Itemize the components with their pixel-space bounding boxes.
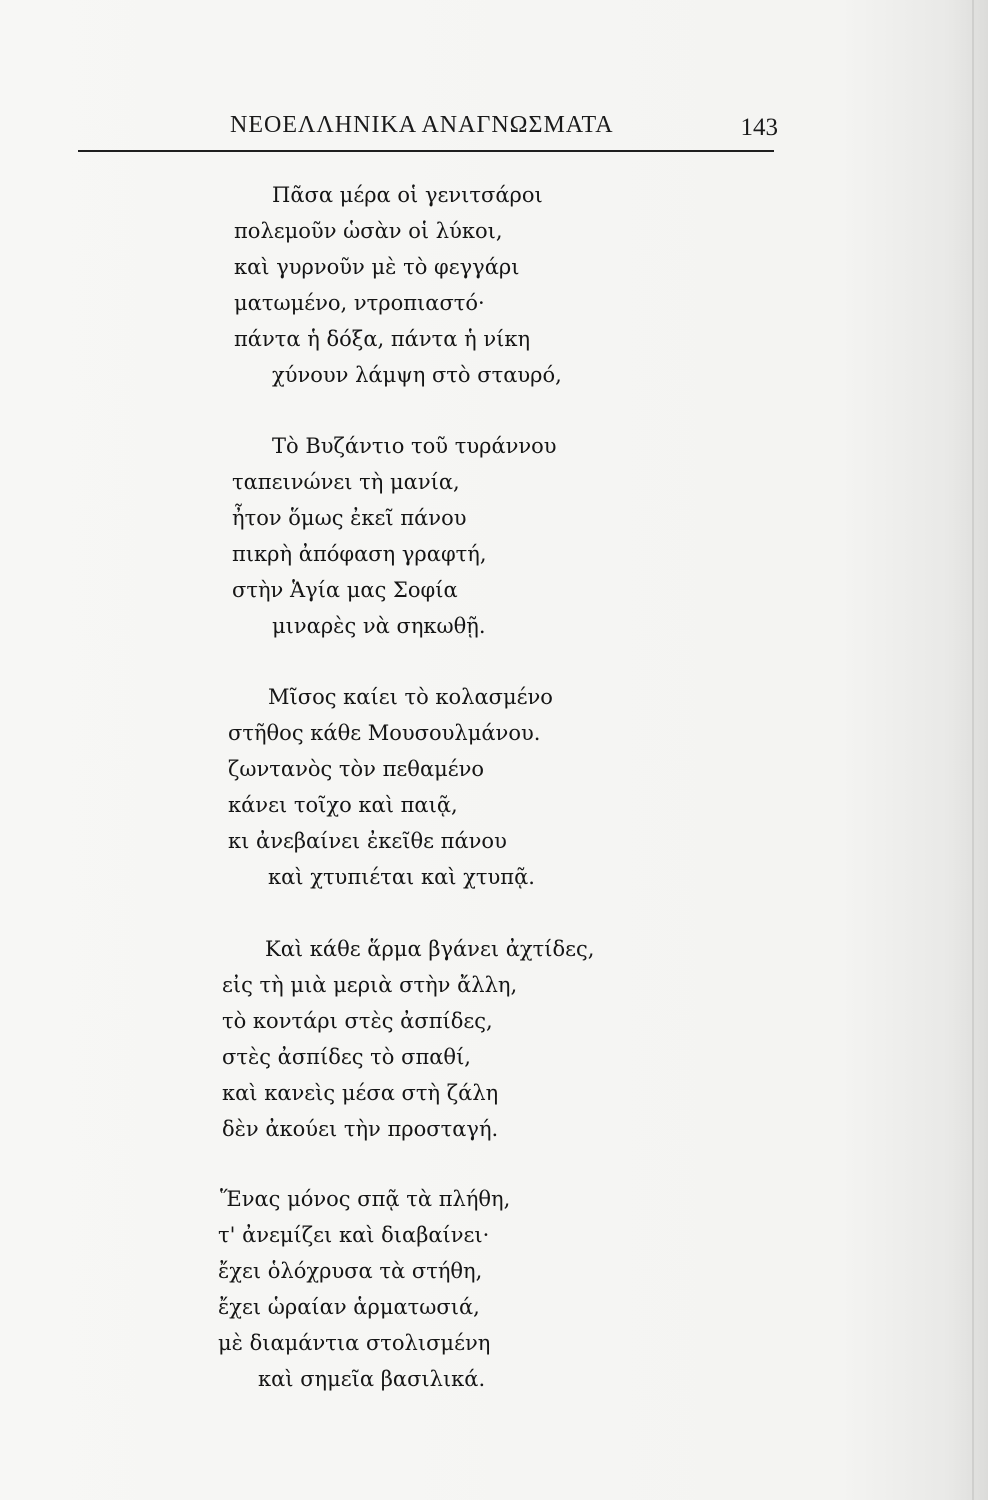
verse-line: ζωντανὸς τὸν πεθαμένο (228, 757, 485, 781)
verse-line: μιναρὲς νὰ σηκωθῇ. (272, 614, 486, 638)
verse-line: μὲ διαμάντια στολισμένη (218, 1331, 491, 1355)
header-rule (78, 150, 774, 152)
verse-line: πάντα ἡ δόξα, πάντα ἡ νίκη (234, 327, 531, 351)
page-edge-shadow (972, 0, 974, 1500)
verse-line: πολεμοῦν ὡσὰν οἱ λύκοι, (234, 219, 503, 243)
verse-line: ταπεινώνει τὴ μανία, (232, 470, 460, 494)
verse-line: στῆθος κάθε Μουσουλμάνου. (228, 721, 541, 745)
verse-line: κάνει τοῖχο καὶ παιᾷ, (228, 793, 458, 817)
page-header (78, 112, 778, 152)
verse-line: καὶ γυρνοῦν μὲ τὸ φεγγάρι (234, 255, 520, 279)
verse-line: καὶ χτυπιέται καὶ χτυπᾷ. (268, 865, 535, 889)
verse-line: Μῖσος καίει τὸ κολασμένο (268, 685, 553, 709)
verse-line: Ἕνας μόνος σπᾷ τὰ πλήθη, (220, 1187, 511, 1211)
verse-line: καὶ σημεῖα βασιλικά. (258, 1367, 486, 1391)
verse-line: ἔχει ὡραίαν ἁρματωσιά, (218, 1295, 480, 1319)
running-title: ΝΕΟΕΛΛΗΝΙΚΑ ΑΝΑΓΝΩΣΜΑΤΑ (230, 112, 614, 138)
verse-line: καὶ κανεὶς μέσα στὴ ζάλη (222, 1081, 499, 1105)
verse-line: κι ἀνεβαίνει ἐκεῖθε πάνου (228, 829, 507, 853)
verse-line: στὴν Ἁγία μας Σοφία (232, 578, 458, 602)
verse-line: ματωμένο, ντροπιαστό· (234, 291, 485, 315)
page-number: 143 (740, 114, 778, 141)
verse-line: στὲς ἀσπίδες τὸ σπαθί, (222, 1045, 471, 1069)
verse-line: ἦτον ὅμως ἐκεῖ πάνου (232, 506, 467, 530)
verse-line: Καὶ κάθε ἅρμα βγάνει ἀχτίδες, (265, 937, 595, 961)
verse-line: ἔχει ὁλόχρυσα τὰ στήθη, (218, 1259, 483, 1283)
verse-line: χύνουν λάμψη στὸ σταυρό, (272, 363, 562, 387)
verse-line: Πᾶσα μέρα οἱ γενιτσάροι (272, 183, 543, 207)
verse-line: εἰς τὴ μιὰ μεριὰ στὴν ἄλλη, (222, 973, 518, 997)
verse-line: πικρὴ ἀπόφαση γραφτή, (232, 542, 487, 566)
verse-line: δὲν ἀκούει τὴν προσταγή. (222, 1117, 499, 1141)
verse-line: τ' ἀνεμίζει καὶ διαβαίνει· (218, 1223, 490, 1247)
verse-line: τὸ κοντάρι στὲς ἀσπίδες, (222, 1009, 493, 1033)
verse-line: Τὸ Βυζάντιο τοῦ τυράννου (272, 434, 557, 458)
